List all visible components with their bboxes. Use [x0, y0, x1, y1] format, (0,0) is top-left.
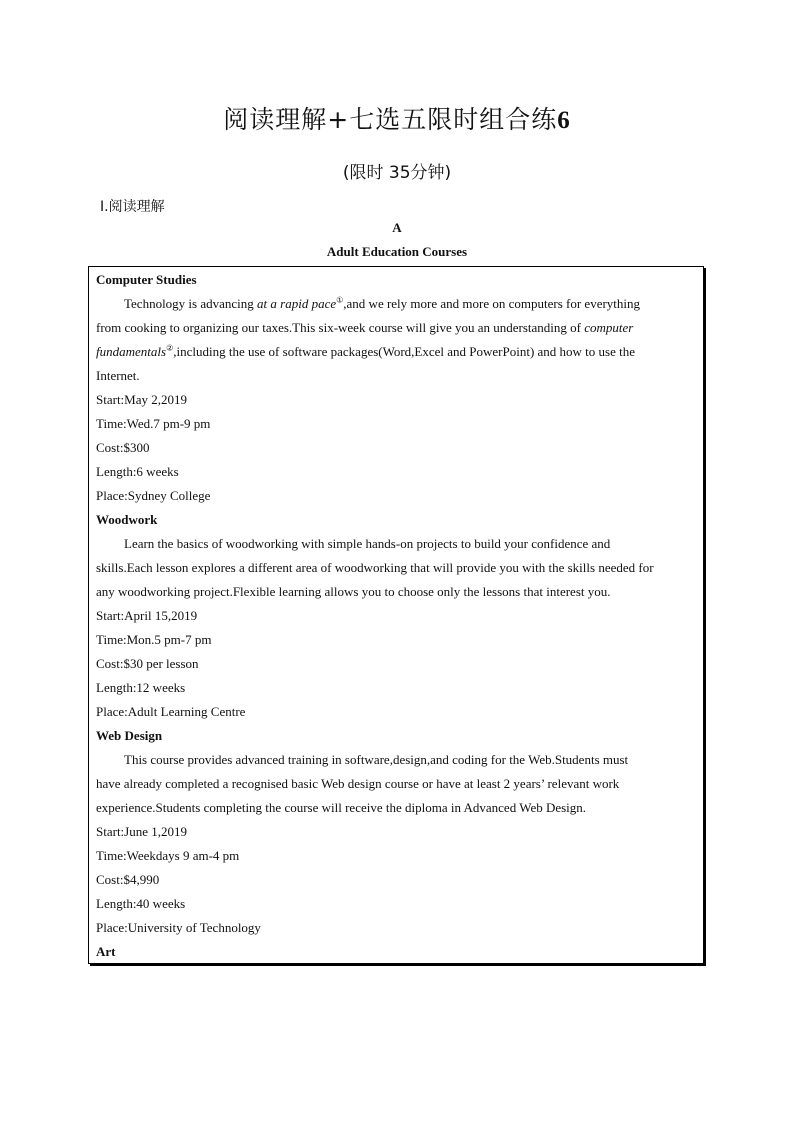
course-cost: Cost:$30 per lesson: [96, 656, 199, 671]
course-name: Web Design: [96, 728, 163, 743]
passage-title: Adult Education Courses: [326, 244, 468, 259]
course-name: Art: [96, 944, 116, 959]
course-description-line: any woodworking project.Flexible learning allows you to choose only the lessons that interest you.: [96, 584, 611, 599]
section-label: Ⅰ.阅读理解: [100, 199, 165, 215]
course-start: Start:May 2,2019: [96, 392, 187, 407]
course-description-line: Learn the basics of woodworking with simple hands-on projects to build your confidence and: [124, 536, 611, 551]
course-start: Start:June 1,2019: [96, 824, 187, 839]
course-cost: Cost:$4,990: [96, 872, 160, 887]
course-description-line: fundamentals②,including the use of software packages(Word,Excel and PowerPoint) and how to use the: [96, 343, 636, 359]
course-description-line: This course provides advanced training in software,design,and coding for the Web.Students must: [124, 752, 629, 767]
course-description-line: experience.Students completing the course will receive the diploma in Advanced Web Design.: [96, 800, 587, 815]
passage-letter: A: [392, 220, 402, 235]
course-description-line: skills.Each lesson explores a different area of woodworking that will provide you with the skills needed for: [96, 560, 654, 575]
course-place: Place:Sydney College: [96, 488, 211, 503]
course-time: Time:Mon.5 pm-7 pm: [96, 632, 212, 647]
course-time: Time:Wed.7 pm-9 pm: [96, 416, 211, 431]
page-title-number: 6: [557, 107, 571, 134]
course-length: Length:12 weeks: [96, 680, 186, 695]
course-length: Length:6 weeks: [96, 464, 179, 479]
course-description-line: Technology is advancing at a rapid pace①,and we rely more and more on computers for everything: [124, 295, 641, 311]
passage-content: [96, 268, 698, 964]
course-description-line: Internet.: [96, 368, 140, 383]
course-name: Woodwork: [96, 512, 158, 527]
course-cost: Cost:$300: [96, 440, 150, 455]
course-time: Time:Weekdays 9 am-4 pm: [96, 848, 240, 863]
course-length: Length:40 weeks: [96, 896, 186, 911]
course-place: Place:University of Technology: [96, 920, 261, 935]
course-description-line: have already completed a recognised basic Web design course or have at least 2 years’ relevant work: [96, 776, 620, 791]
course-description-line: from cooking to organizing our taxes.This six-week course will give you an understanding of computer: [96, 320, 634, 335]
page-title: [0, 100, 794, 136]
course-start: Start:April 15,2019: [96, 608, 198, 623]
time-limit: (限时 35分钟): [342, 163, 452, 183]
course-name: Computer Studies: [96, 272, 197, 287]
page-title-text: 阅读理解+七选五限时组合练: [223, 105, 558, 134]
course-place: Place:Adult Learning Centre: [96, 704, 246, 719]
